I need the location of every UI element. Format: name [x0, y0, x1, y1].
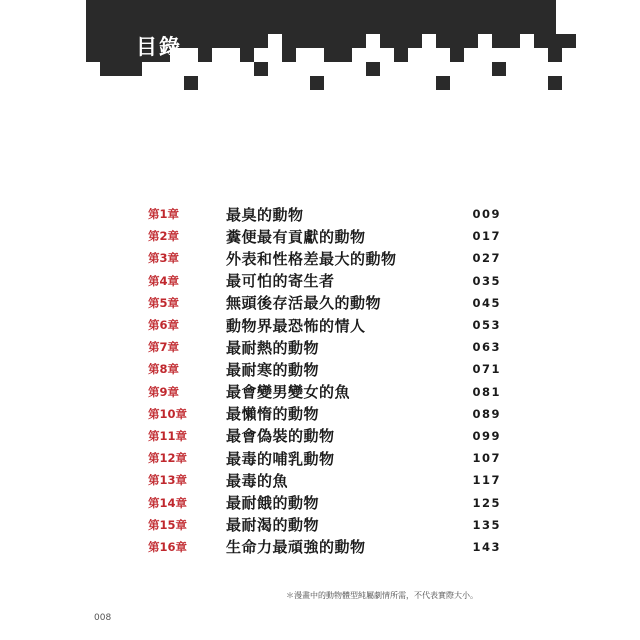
toc-row [148, 514, 501, 536]
toc-row [148, 536, 501, 558]
pixel-block [296, 34, 310, 48]
book-page [86, 0, 556, 640]
pixel-block [114, 48, 128, 62]
chapter-title: 糞便最有貢獻的動物 [226, 227, 366, 246]
pixel-block [380, 34, 394, 48]
chapter-title: 外表和性格差最大的動物 [226, 249, 397, 268]
chapter-page: 135 [472, 517, 501, 532]
chapter-page: 027 [472, 251, 501, 266]
chapter-title: 最會變男變女的魚 [226, 383, 351, 402]
pixel-block [492, 62, 506, 76]
pixel-block [240, 34, 254, 48]
chapter-number: 第10章 [148, 406, 188, 421]
pixel-block [324, 48, 338, 62]
chapter-number: 第6章 [148, 318, 180, 333]
toc-row [148, 203, 501, 225]
chapter-number: 第12章 [148, 451, 188, 466]
toc-row [148, 403, 501, 425]
pixel-block [408, 34, 422, 48]
chapter-title: 最毒的魚 [226, 471, 289, 490]
chapter-number: 第1章 [148, 207, 180, 222]
chapter-title: 最會偽裝的動物 [226, 427, 335, 446]
pixel-block [128, 62, 142, 76]
chapter-title: 無頭後存活最久的動物 [226, 294, 382, 313]
chapter-number: 第7章 [148, 340, 180, 355]
chapter-number: 第14章 [148, 495, 188, 510]
chapter-number: 第15章 [148, 517, 188, 532]
toc-row [148, 292, 501, 314]
chapter-page: 053 [472, 318, 501, 333]
pixel-block [338, 34, 352, 48]
pixel-block [394, 34, 408, 48]
chapter-number: 第8章 [148, 362, 180, 377]
chapter-page: 009 [472, 207, 501, 222]
pixel-block [548, 34, 562, 48]
pixel-block [310, 34, 324, 48]
pixel-block [198, 34, 212, 48]
chapter-number: 第16章 [148, 539, 188, 554]
pixel-block [184, 34, 198, 48]
chapter-number: 第13章 [148, 473, 188, 488]
pixel-block [212, 34, 226, 48]
chapter-number: 第2章 [148, 229, 180, 244]
pixel-block [114, 62, 128, 76]
chapter-page: 107 [472, 451, 501, 466]
chapter-page: 099 [472, 428, 501, 443]
pixel-block [436, 76, 450, 90]
chapter-title: 生命力最頑強的動物 [226, 538, 366, 557]
chapter-title: 最毒的哺乳動物 [226, 449, 335, 468]
pixel-block [436, 34, 450, 48]
chapter-page: 071 [472, 362, 501, 377]
pixel-block [310, 76, 324, 90]
chapter-page: 143 [472, 539, 501, 554]
pixel-block [506, 34, 520, 48]
chapter-title: 最可怕的寄生者 [226, 272, 335, 291]
header-band [86, 0, 556, 34]
toc-row [148, 491, 501, 513]
chapter-number: 第11章 [148, 428, 188, 443]
pixel-block [86, 34, 100, 48]
pixel-block [100, 62, 114, 76]
chapter-page: 035 [472, 273, 501, 288]
toc-row [148, 447, 501, 469]
pixel-block [464, 34, 478, 48]
pixel-block [548, 48, 562, 62]
chapter-page: 125 [472, 495, 501, 510]
chapter-page: 081 [472, 384, 501, 399]
pixel-block [254, 34, 268, 48]
pixel-block [226, 34, 240, 48]
toc-row [148, 425, 501, 447]
chapter-title: 最懶惰的動物 [226, 405, 320, 424]
chapter-number: 第3章 [148, 251, 180, 266]
pixel-block [548, 76, 562, 90]
pixel-block [324, 34, 338, 48]
pixel-block [534, 34, 548, 48]
chapter-number: 第4章 [148, 273, 180, 288]
chapter-number: 第9章 [148, 384, 180, 399]
toc-row [148, 270, 501, 292]
pixel-block [562, 34, 576, 48]
table-of-contents [148, 203, 501, 558]
pixel-block [282, 48, 296, 62]
chapter-page: 045 [472, 295, 501, 310]
pixel-block [254, 62, 268, 76]
pixel-block [114, 34, 128, 48]
footnote: ＊漫畫中的動物體型純屬劇情所需，不代表實際大小。 [286, 591, 478, 600]
pixel-block [352, 34, 366, 48]
chapter-title: 最耐渴的動物 [226, 516, 320, 535]
page-number: 008 [94, 613, 112, 623]
chapter-title: 最耐寒的動物 [226, 360, 320, 379]
toc-row [148, 314, 501, 336]
pixel-block [86, 48, 100, 62]
pixel-block [450, 48, 464, 62]
chapter-title: 最臭的動物 [226, 205, 304, 224]
toc-row [148, 381, 501, 403]
pixel-block [492, 34, 506, 48]
chapter-number: 第5章 [148, 295, 180, 310]
toc-row [148, 336, 501, 358]
toc-row [148, 469, 501, 491]
pixel-block [282, 34, 296, 48]
pixel-block [338, 48, 352, 62]
chapter-page: 117 [472, 473, 501, 488]
toc-row [148, 225, 501, 247]
pixel-block [394, 48, 408, 62]
chapter-page: 063 [472, 340, 501, 355]
pixel-block [366, 62, 380, 76]
pixel-block [198, 48, 212, 62]
pixel-block [100, 34, 114, 48]
chapter-page: 089 [472, 406, 501, 421]
pixel-block [240, 48, 254, 62]
pixel-block [450, 34, 464, 48]
chapter-title: 最耐餓的動物 [226, 494, 320, 513]
toc-row [148, 358, 501, 380]
chapter-page: 017 [472, 229, 501, 244]
chapter-title: 最耐熱的動物 [226, 338, 320, 357]
pixel-block [100, 48, 114, 62]
chapter-title: 動物界最恐怖的情人 [226, 316, 366, 335]
page-title: 目錄 [136, 35, 182, 59]
pixel-block [184, 76, 198, 90]
toc-row [148, 247, 501, 269]
